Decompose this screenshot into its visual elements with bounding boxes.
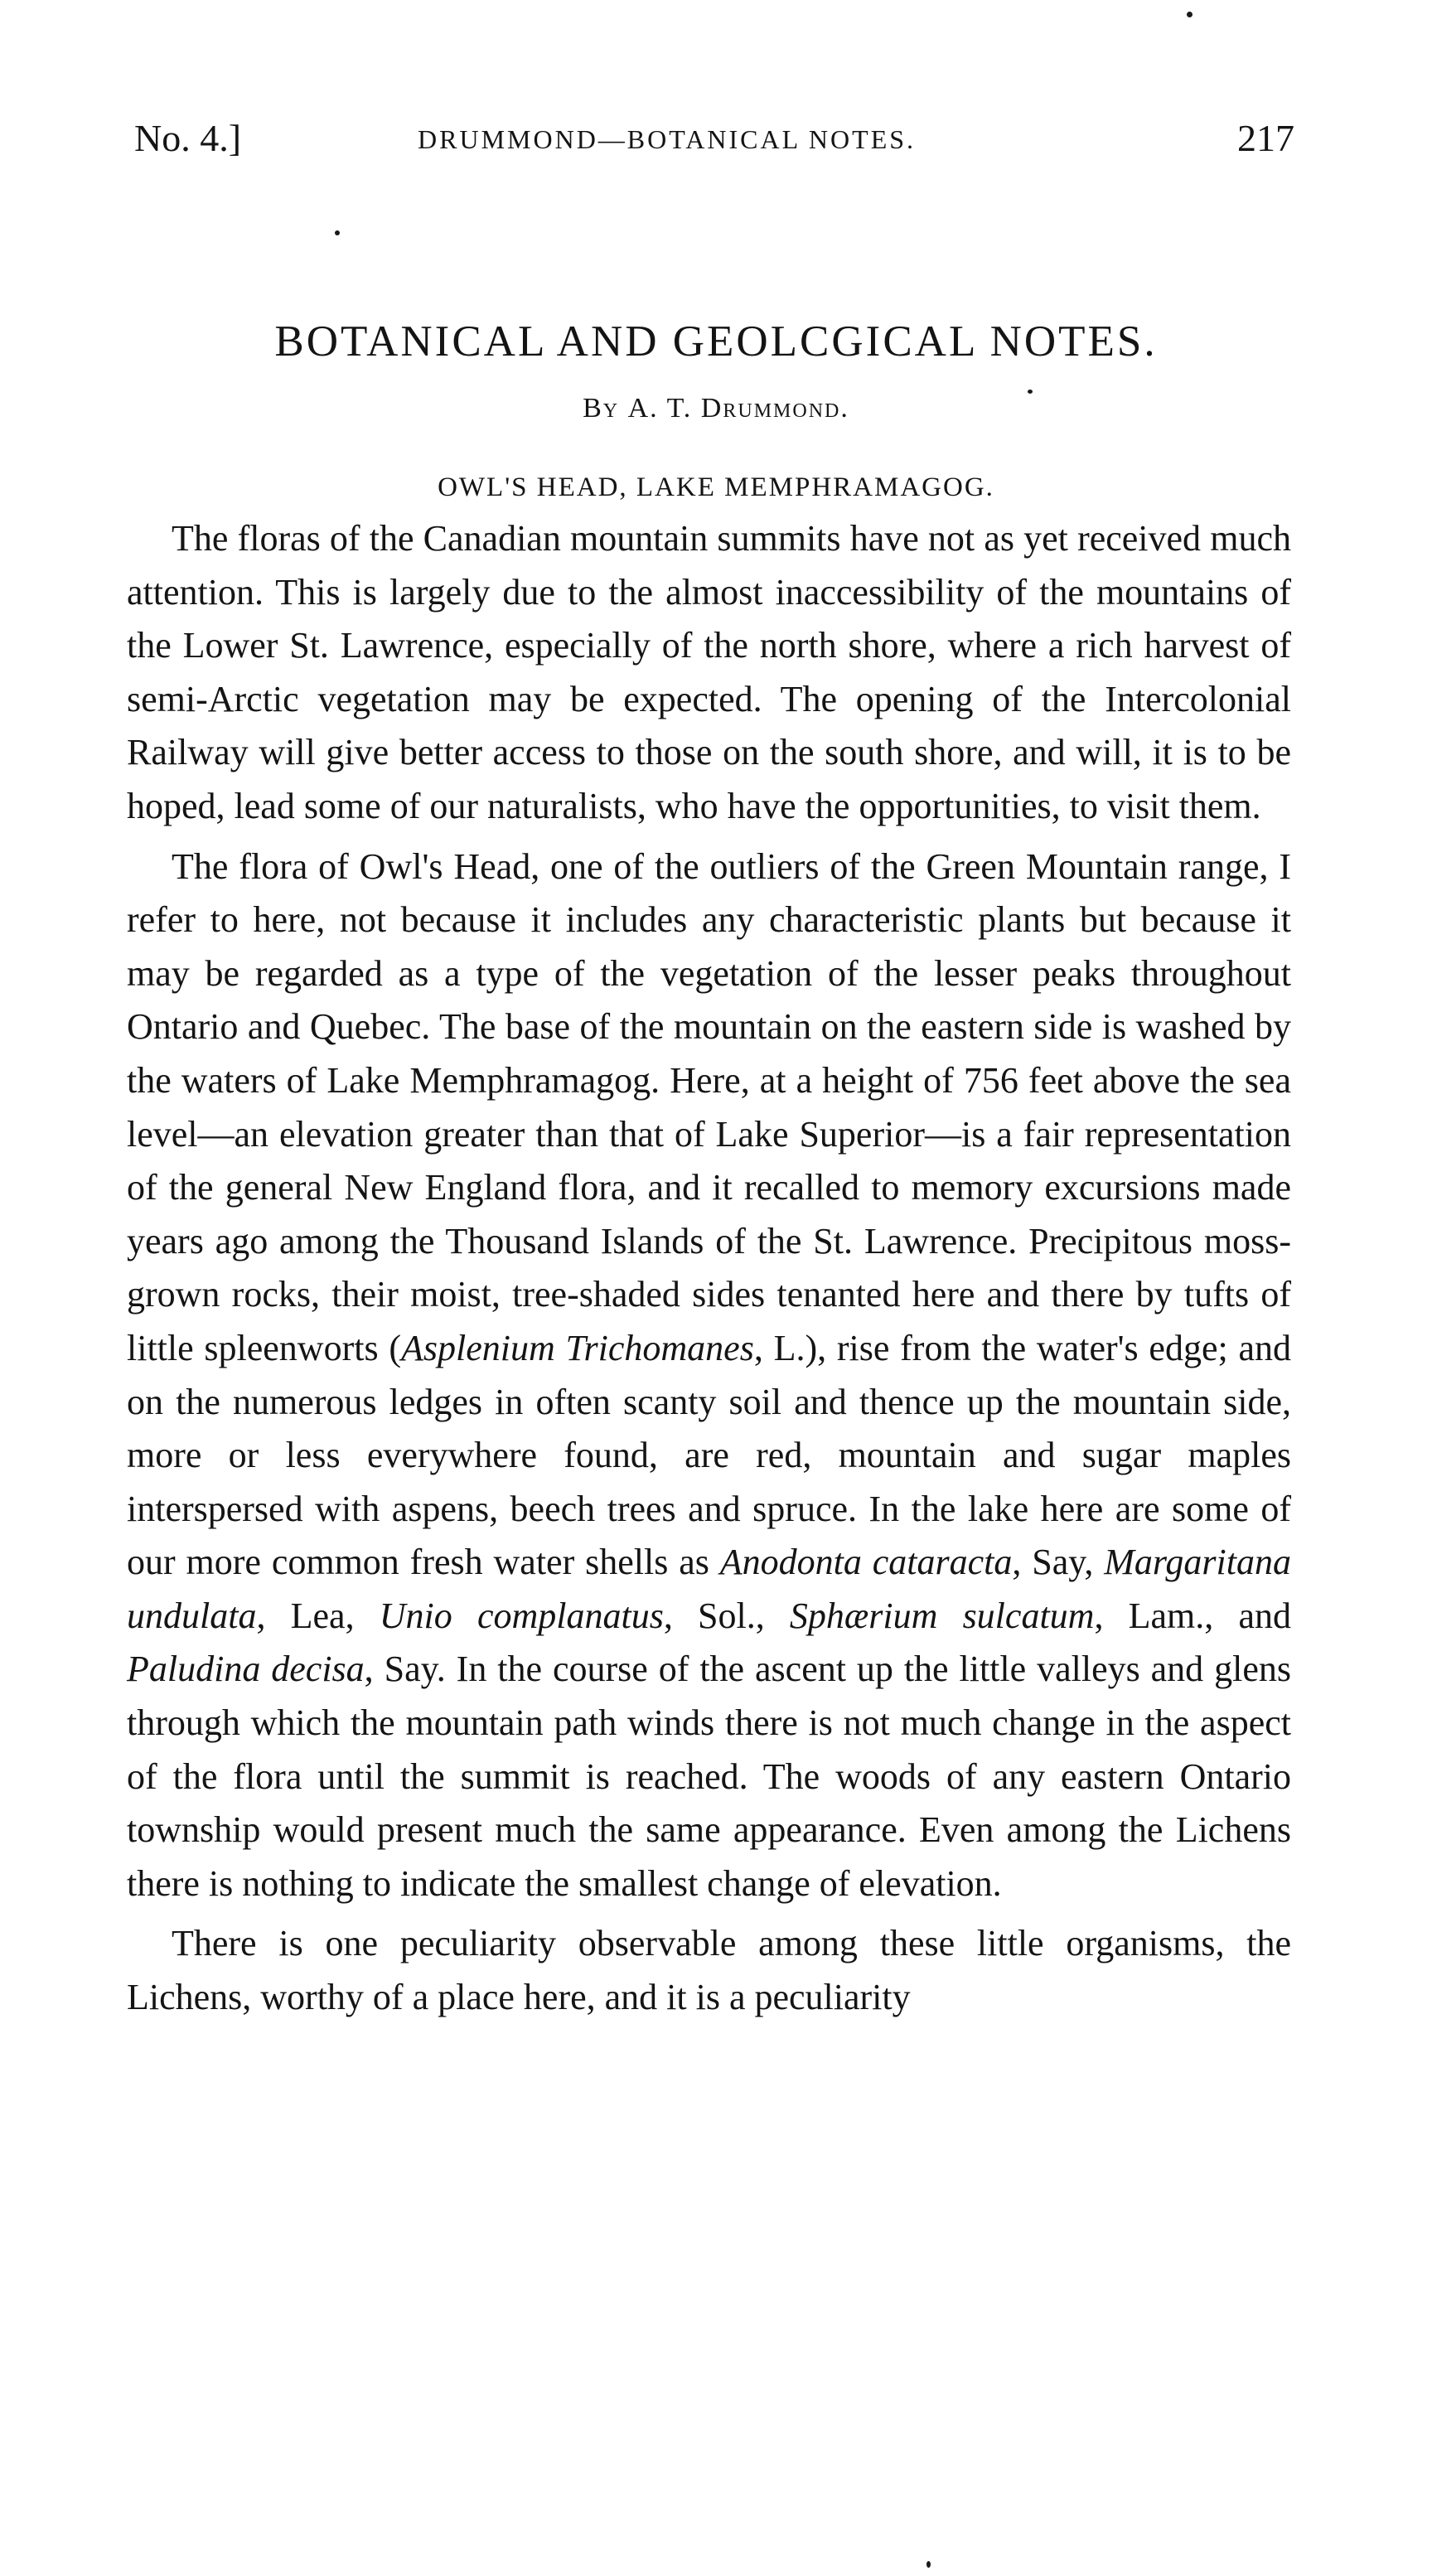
byline — [0, 393, 1432, 424]
page-number: 217 — [1237, 117, 1294, 159]
running-title: DRUMMOND—BOTANICAL NOTES. — [418, 124, 917, 154]
paragraph-2-text: , L.), rise from the water's edge; and on the numerous ledges in often scanty soil and thence up the mountain side, more or less everywhere found, are red, mountain and sugar maples interspersed with aspens, beech trees and spruce. In the lake here are some of our more common fresh water shells as — [127, 1327, 1291, 1583]
species-name: Unio complanatus — [379, 1595, 664, 1636]
paragraph-1: The floras of the Canadian mountain summits have not as yet received much attention. This is largely due to the almost inaccessibility of the mountains of the Lower St. Lawrence, especially of the north shore, where a rich harvest of semi-Arctic vegetation may be expected. The opening of the Intercolonial Railway will give better access to those on the south shore, and will, it is to be hoped, lead some of our naturalists, who have the opportunities, to visit them. — [127, 518, 1291, 826]
article-title: BOTANICAL AND GEOLCGICAL NOTES. — [274, 317, 1158, 366]
species-name: Paludina decisa — [127, 1649, 365, 1690]
ink-speck — [1187, 12, 1193, 17]
section-subheading: OWL'S HEAD, LAKE MEMPHRAMAGOG. — [438, 472, 994, 502]
species-name: Margaritana undulata — [127, 1542, 1291, 1636]
ink-speck — [926, 2561, 931, 2568]
byline-author: A. T. Drummond. — [627, 393, 849, 424]
species-name: Asplenium Trichomanes — [400, 1327, 754, 1368]
species-name: Anodonta cataracta — [719, 1542, 1013, 1583]
paragraph-2-text: , Lea, — [256, 1595, 380, 1636]
paragraph-2-text: , Say, — [1012, 1542, 1105, 1583]
paragraph-2-text: , Sol., — [663, 1595, 790, 1636]
paragraph-2 — [127, 840, 1291, 1911]
article-body — [127, 512, 1291, 2025]
paragraph-2-text: , Lam., and — [1094, 1595, 1291, 1636]
paragraph-2-text: , Say. In the course of the ascent up the little valleys and glens through which the mountain path winds there is not much change in the aspect of the flora until the summit is reached. The woods of any eastern Ontario township would present much the same appearance. Even among the Lichens there is nothing to indicate the smallest change of elevation. — [127, 1649, 1291, 1904]
paragraph-3: There is one peculiarity observable among these little organisms, the Lichens, worthy of a place here, and it is a peculiarity — [127, 1923, 1291, 2018]
paragraph-2-text: The flora of Owl's Head, one of the outliers of the Green Mountain range, I refer to here, not because it includes any characteristic plants but because it may be regarded as a type of the vegetation of the lesser peaks throughout Ontario and Quebec. The base of the mountain on the eastern side is washed by the waters of Lake Memphramagog. Here, at a height of 756 feet above the sea level—an elevation greater than that of Lake Superior—is a fair representation of the general New England flora, and it recalled to memory excursions made years ago among the Thousand Islands of the St. Lawrence. Precipitous moss-grown rocks, their moist, tree-shaded sides tenanted here and there by tufts of little spleenworts ( — [127, 845, 1291, 1368]
byline-prefix: By — [583, 393, 620, 424]
issue-number: No. 4.] — [134, 117, 242, 159]
ink-speck — [1028, 390, 1033, 394]
species-name: Sphærium sulcatum — [789, 1595, 1095, 1636]
ink-speck — [335, 230, 340, 235]
running-head — [134, 116, 1294, 166]
